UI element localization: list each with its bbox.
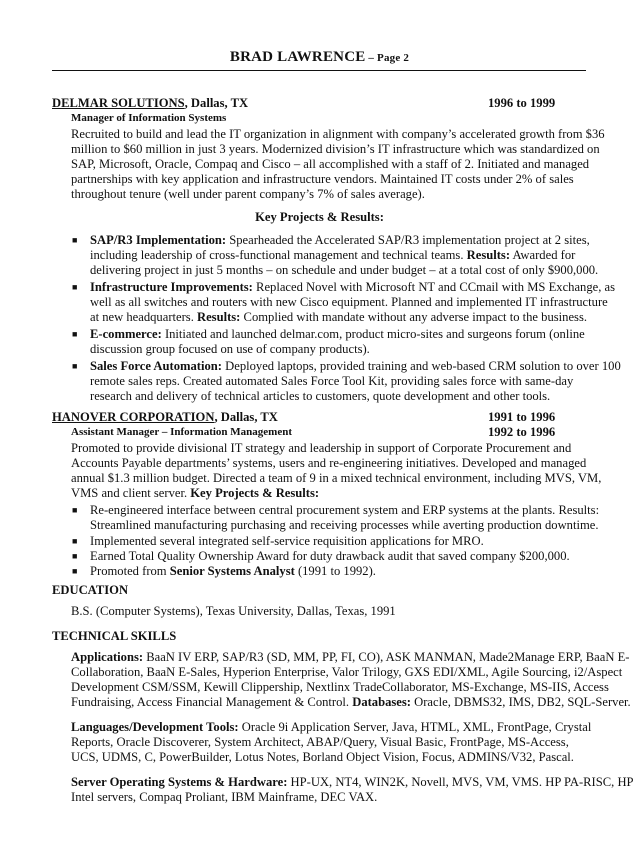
job-2-company: HANOVER CORPORATION bbox=[52, 410, 215, 424]
job-1-projects-heading: Key Projects & Results: bbox=[255, 210, 384, 224]
bullet-icon: ■ bbox=[72, 551, 78, 561]
skills-applications-line: Collaboration, BaaN E-Sales, Hyperion Enterprise, Valor Trilogy, GXS EDI/XML, Agile Sourcing, i2/Aspect bbox=[71, 665, 623, 679]
skills-languages-line: UCS, UDMS, C, PowerBuilder, Lotus Notes, Borland Object Vision, Focus, ADMINS/V32, Pascal. bbox=[71, 750, 574, 764]
skills-servers-line: Server Operating Systems & Hardware: HP-UX, NT4, WIN2K, Novell, MVS, VM, VMS. HP PA-RISC, HP bbox=[71, 775, 634, 789]
project-sap-line: delivering project in just 5 months – on schedule and under budget – at a total cost of only $900,000. bbox=[90, 263, 599, 277]
skills-servers-line: Intel servers, Compaq Proliant, IBM Mainframe, DEC VAX. bbox=[71, 790, 378, 804]
project-sfa-line: research and delivery of technical articles to customers, quote development and other tools. bbox=[90, 389, 551, 403]
candidate-name: BRAD LAWRENCE bbox=[229, 49, 366, 65]
job-1-dates: 1996 to 1999 bbox=[488, 96, 556, 110]
skills-applications-line: Development CSM/SSM, Kewill Clippership, Nextlinx TradeCollaborator, MS-Exchange, MS-IIS, Access bbox=[71, 680, 609, 694]
project-sap-line: including leadership of cross-functional management and technical teams. Results: Awarded for bbox=[90, 248, 576, 262]
bullet-icon: ■ bbox=[72, 282, 78, 292]
skills-languages-line: Reports, Oracle Discoverer, System Architect, ABAP/Query, Visual Basic, FrontPage, MS-Access, bbox=[71, 735, 569, 749]
job-2-summary-line: Promoted to provide divisional IT strategy and leadership in support of Corporate Procurement and bbox=[71, 441, 572, 455]
project-sap-line: SAP/R3 Implementation: Spearheaded the Accelerated SAP/R3 implementation project at 2 sites, bbox=[90, 233, 590, 247]
job-2-bullet-line: Implemented several integrated self-service requisition applications for MRO. bbox=[90, 534, 484, 548]
job-1-title: Manager of Information Systems bbox=[71, 112, 227, 124]
bullet-icon: ■ bbox=[72, 329, 78, 339]
job-1-summary-line: partnerships with key application and infrastructure vendors. Maintained IT costs under 2% of sales bbox=[71, 172, 574, 186]
skills-applications-line: Applications: BaaN IV ERP, SAP/R3 (SD, MM, PP, FI, CO), ASK MANMAN, Made2Manage ERP, BaaN E- bbox=[71, 650, 630, 664]
education-heading: EDUCATION bbox=[52, 583, 129, 597]
education-line: B.S. (Computer Systems), Texas University, Dallas, Texas, 1991 bbox=[71, 604, 396, 618]
job-2-summary-line: Accounts Payable departments’ systems, users and re-engineering initiatives. Developed and managed bbox=[71, 456, 587, 470]
job-2-title-dates: 1992 to 1996 bbox=[488, 425, 556, 439]
skills-languages-line: Languages/Development Tools: Oracle 9i Application Server, Java, HTML, XML, FrontPage, Crystal bbox=[71, 720, 592, 734]
skills-applications-line: Fundraising, Access Financial Management & Control. Databases: Oracle, DBMS32, IMS, DB2, SQL-Server. bbox=[71, 695, 631, 709]
bullet-icon: ■ bbox=[72, 361, 78, 371]
header-divider bbox=[52, 70, 586, 71]
page-label: – Page 2 bbox=[365, 52, 410, 64]
job-1-company: DELMAR SOLUTIONS bbox=[52, 96, 185, 110]
job-2-dates: 1991 to 1996 bbox=[488, 410, 556, 424]
job-2-title: Assistant Manager – Information Management bbox=[71, 426, 293, 438]
job-2-summary-line: annual $1.3 million budget. Directed a team of 9 in a mixed technical environment, including MVS, VM, bbox=[71, 471, 602, 485]
bullet-icon: ■ bbox=[72, 536, 78, 546]
project-ecommerce-line: E-commerce: Initiated and launched delmar.com, product micro-sites and surgeons forum (online bbox=[90, 327, 585, 341]
project-infra-line: Infrastructure Improvements: Replaced Novel with Microsoft NT and CCmail with MS Exchange, as bbox=[90, 280, 616, 294]
bullet-icon: ■ bbox=[72, 566, 78, 576]
page-header bbox=[0, 49, 639, 66]
project-sfa-line: Sales Force Automation: Deployed laptops, provided training and web-based CRM solution to over 100 bbox=[90, 359, 621, 373]
job-1-heading bbox=[52, 96, 248, 111]
bullet-icon: ■ bbox=[72, 235, 78, 245]
job-2-location: , Dallas, TX bbox=[214, 410, 278, 424]
project-infra-line: well as all switches and routers with new Cisco equipment. Planned and implemented IT infrastructure bbox=[90, 295, 608, 309]
job-2-bullet-line: Earned Total Quality Ownership Award for duty drawback audit that saved company $200,000. bbox=[90, 549, 570, 563]
job-2-bullet-line: Streamlined manufacturing purchasing and receiving processes while averting production downtime. bbox=[90, 518, 599, 532]
job-1-summary-line: SAP, Microsoft, Oracle, Compaq and Cisco – all accomplished with a staff of 2. Initiated and managed bbox=[71, 157, 590, 171]
project-infra-line: at new headquarters. Results: Complied with mandate without any adverse impact to the business. bbox=[90, 310, 588, 324]
job-2-summary-line: VMS and client server. Key Projects & Results: bbox=[71, 486, 320, 500]
job-1-summary-line: throughout tenure (well under parent company’s 7% of sales average). bbox=[71, 187, 425, 201]
job-1-location: , Dallas, TX bbox=[184, 96, 249, 110]
skills-heading: TECHNICAL SKILLS bbox=[52, 629, 177, 643]
job-1-summary-line: million to $60 million in just 3 years. Modernized division’s IT infrastructure which was standardized on bbox=[71, 142, 600, 156]
bullet-icon: ■ bbox=[72, 505, 78, 515]
project-sfa-line: remote sales reps. Created automated Sales Force Tool Kit, providing sales force with same-day bbox=[90, 374, 574, 388]
project-ecommerce-line: discussion group focused on use of company products). bbox=[90, 342, 370, 356]
job-2-bullet-line: Promoted from Senior Systems Analyst (1991 to 1992). bbox=[90, 564, 376, 578]
job-2-bullet-line: Re-engineered interface between central procurement system and ERP systems at the plants. Results: bbox=[90, 503, 600, 517]
job-2-heading bbox=[52, 410, 278, 425]
job-1-summary-line: Recruited to build and lead the IT organization in alignment with company’s accelerated growth from $36 bbox=[71, 127, 605, 141]
